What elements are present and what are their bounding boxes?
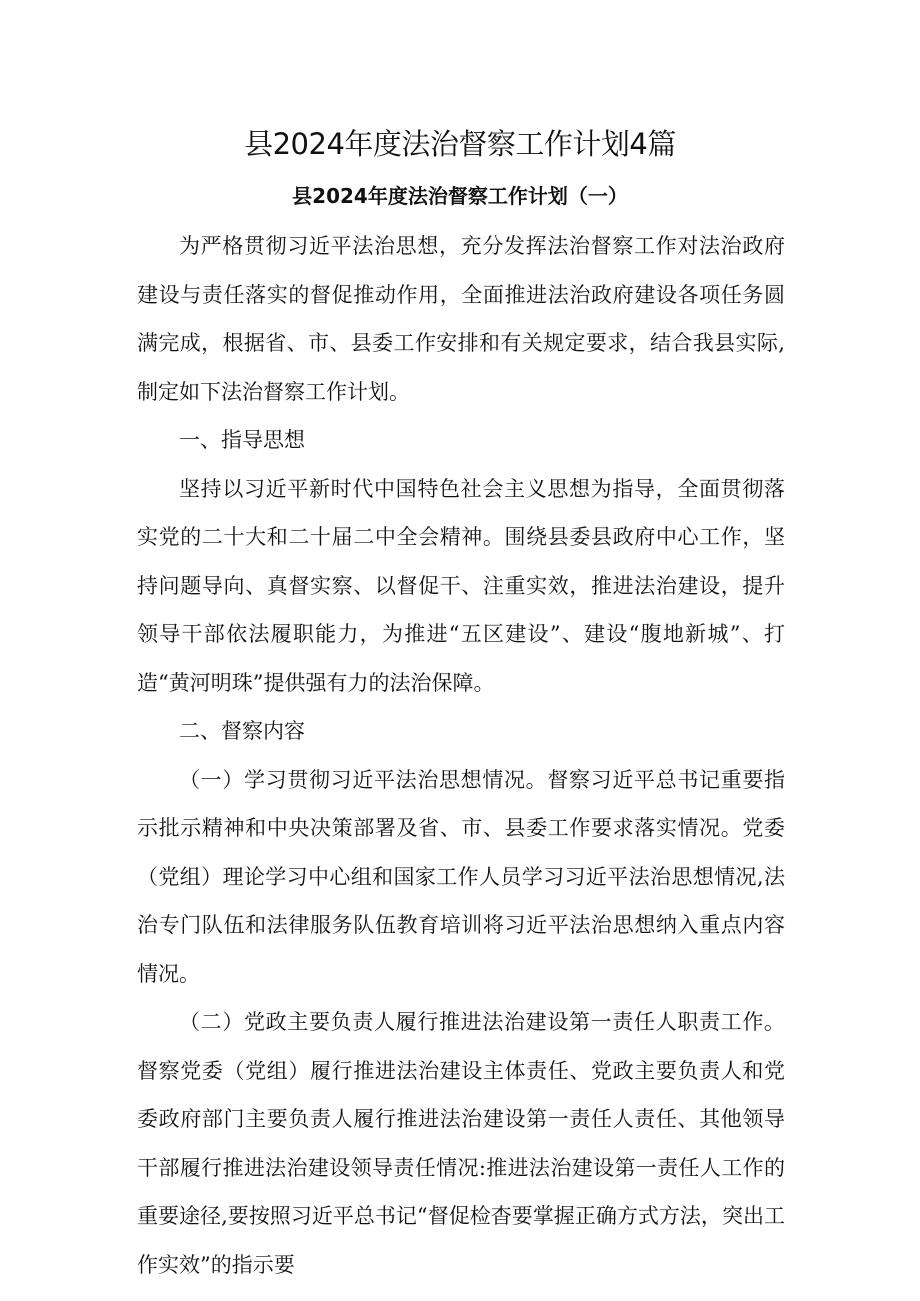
document-subtitle: 县2024年度法治督察工作计划（一） (292, 184, 628, 208)
paragraph-item-2: （二）党政主要负责人履行推进法治建设第一责任人职责工作。督察党委（党组）履行推进法治建设主体责任、党政主要负责人和党委政府部门主要负责人履行推进法治建设第一责任人责任、其他领导干部履行推进法治建设领导责任情况:推进法治建设第一责任人工作的重要途径,要按照习近平总书记“督促检杳要掌握正确方式方法，突出工作实效”的指示要 (137, 1010, 785, 1277)
document-body (137, 222, 785, 1289)
document-title: 县2024年度法治督察工作计划4篇 (244, 127, 676, 161)
section-heading-guiding-thought: 一、指导思想 (179, 428, 305, 452)
section-heading-inspection-content: 二、督察内容 (179, 719, 305, 743)
paragraph-item-1: （一）学习贯彻习近平法治思想情况。督察习近平总书记重要指示批示精神和中央决策部署及省、市、县委工作要求落实情况。党委（党组）理论学习中心组和国家工作人员学习习近平法治思想情况,法治专门队伍和法律服务队伍教育培训将习近平法治思想纳入重点内容情况。 (137, 767, 785, 986)
paragraph-intro: 为严格贯彻习近平法治思想，充分发挥法治督察工作对法治政府建设与责任落实的督促推动作用，全面推进法治政府建设各项任务圆满完成，根据省、市、县委工作安排和有关规定要求，结合我县实际,制定如下法治督察工作计划。 (137, 234, 785, 404)
paragraph-guiding-thought: 坚持以习近平新时代中国特色社会主义思想为指导，全面贯彻落实党的二十大和二十届二中全会精神。围绕县委县政府中心工作，坚持问题导向、真督实察、以督促干、注重实效，推进法治建设，提升领导干部依法履职能力，为推进“五区建设”、建设“腹地新城”、打造“黄河明珠”提供强有力的法治保障。 (137, 476, 785, 695)
